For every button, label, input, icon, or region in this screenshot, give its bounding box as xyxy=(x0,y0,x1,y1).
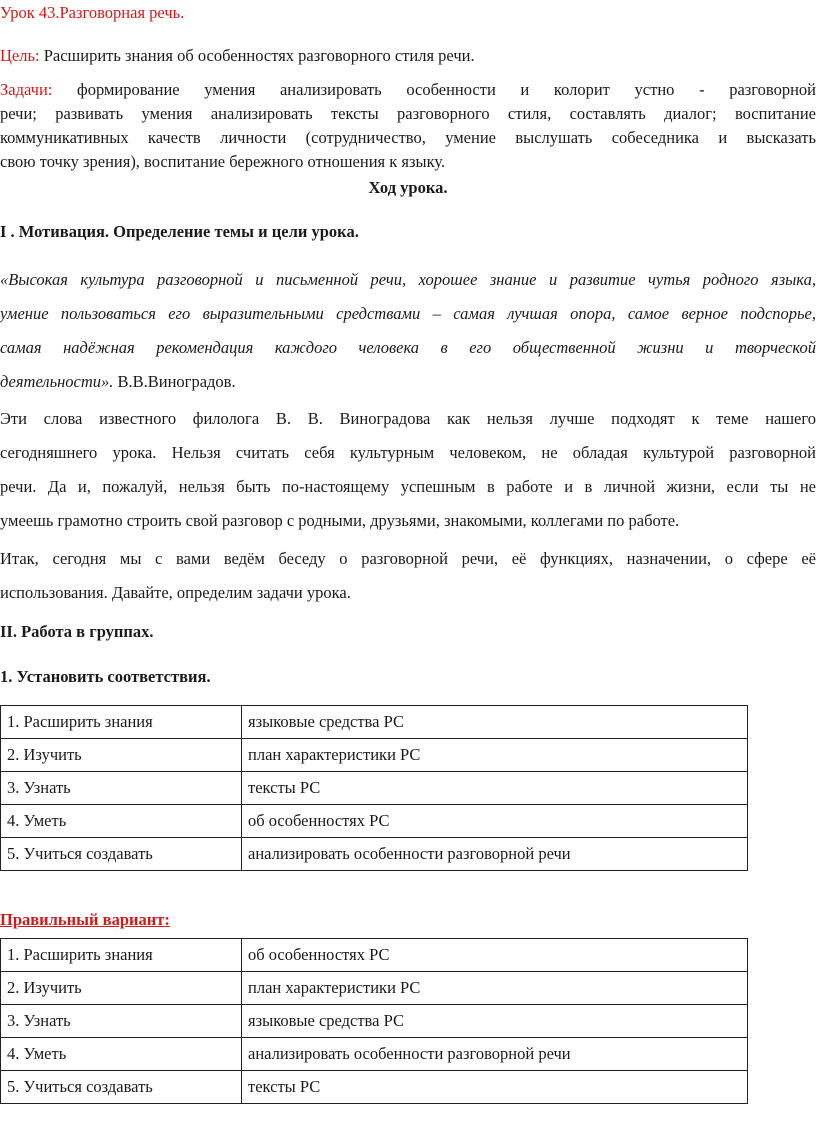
table-cell: тексты РС xyxy=(242,1071,748,1104)
table-cell: об особенностях РС xyxy=(242,939,748,972)
tasks-line-1: Задачи: формирование умения анализировать особенности и колорит устно - разговорной xyxy=(0,80,816,99)
matching-table xyxy=(0,705,748,871)
table-cell: 4. Уметь xyxy=(1,1038,242,1071)
table-row xyxy=(1,1071,748,1104)
paragraph1-line-3: речи. Да и, пожалуй, нельзя быть по-настоящему успешным в работе и в личной жизни, если ты не xyxy=(0,477,816,496)
exercise1-heading: 1. Установить соответствия. xyxy=(0,667,211,686)
goal-line xyxy=(0,46,816,66)
tasks-line-3: коммуникативных качеств личности (сотрудничество, умение выслушать собеседника и высказать xyxy=(0,128,816,147)
quote-paragraph xyxy=(0,263,816,399)
quote-line-1: «Высокая культура разговорной и письменной речи, хорошее знание и развитие чутья родного языка, xyxy=(0,270,816,289)
section1-heading: I . Мотивация. Определение темы и цели урока. xyxy=(0,222,359,241)
paragraph1-line-4: умеешь грамотно строить свой разговор с родными, друзьями, знакомыми, коллегами по работе. xyxy=(0,511,680,530)
table-cell: 3. Узнать xyxy=(1,772,242,805)
table-cell: план характеристики РС xyxy=(242,972,748,1005)
goal-label: Цель: xyxy=(0,46,40,65)
goal-text: Расширить знания об особенностях разговорного стиля речи. xyxy=(39,46,475,65)
table-cell: план характеристики РС xyxy=(242,739,748,772)
table-row xyxy=(1,972,748,1005)
tasks-line-4: свою точку зрения), воспитание бережного отношения к языку. xyxy=(0,152,446,171)
table-cell: языковые средства РС xyxy=(242,706,748,739)
table-row xyxy=(1,706,748,739)
tasks-paragraph xyxy=(0,78,816,174)
table-cell: анализировать особенности разговорной речи xyxy=(242,1038,748,1071)
lesson-progress-heading: Ход урока. xyxy=(368,178,448,197)
quote-line-3: самая надёжная рекомендация каждого человека в его общественной жизни и творческой xyxy=(0,338,816,357)
correct-answer-table xyxy=(0,938,748,1104)
quote-line-2: умение пользоваться его выразительными средствами – самая лучшая опора, самое верное подспорье, xyxy=(0,304,816,323)
table-row xyxy=(1,1038,748,1071)
correct-variant-label: Правильный вариант: xyxy=(0,910,170,929)
quote-author: В.В.Виноградов. xyxy=(113,372,236,391)
table-cell: 2. Изучить xyxy=(1,739,242,772)
paragraph1-line-1: Эти слова известного филолога В. В. Виноградова как нельзя лучше подходят к теме нашего xyxy=(0,409,816,428)
tasks-label: Задачи: xyxy=(0,80,53,99)
section2-heading: II. Работа в группах. xyxy=(0,622,154,641)
table-cell: 1. Расширить знания xyxy=(1,939,242,972)
table-cell: 2. Изучить xyxy=(1,972,242,1005)
paragraph2-line-1: Итак, сегодня мы с вами ведём беседу о разговорной речи, её функциях, назначении, о сфере её xyxy=(0,549,816,568)
table-row xyxy=(1,1005,748,1038)
table-cell: анализировать особенности разговорной речи xyxy=(242,838,748,871)
table-cell: языковые средства РС xyxy=(242,1005,748,1038)
paragraph-2 xyxy=(0,542,816,610)
tasks-line-2: речи; развивать умения анализировать тексты разговорного стиля, составлять диалог; воспитание xyxy=(0,104,816,123)
table-row xyxy=(1,939,748,972)
table-cell: 1. Расширить знания xyxy=(1,706,242,739)
table-cell: 5. Учиться создавать xyxy=(1,1071,242,1104)
paragraph-1 xyxy=(0,402,816,538)
quote-line-4: деятельности». В.В.Виноградов. xyxy=(0,372,236,391)
table-row xyxy=(1,739,748,772)
table-cell: 5. Учиться создавать xyxy=(1,838,242,871)
table-cell: тексты РС xyxy=(242,772,748,805)
paragraph1-line-2: сегодняшнего урока. Нельзя считать себя культурным человеком, не обладая культурой разговорной xyxy=(0,443,816,462)
table-row xyxy=(1,772,748,805)
table-cell: об особенностях РС xyxy=(242,805,748,838)
paragraph2-line-2: использования. Давайте, определим задачи урока. xyxy=(0,583,351,602)
table-row xyxy=(1,838,748,871)
table-cell: 4. Уметь xyxy=(1,805,242,838)
table-cell: 3. Узнать xyxy=(1,1005,242,1038)
table-row xyxy=(1,805,748,838)
lesson-title: Урок 43.Разговорная речь. xyxy=(0,3,185,22)
